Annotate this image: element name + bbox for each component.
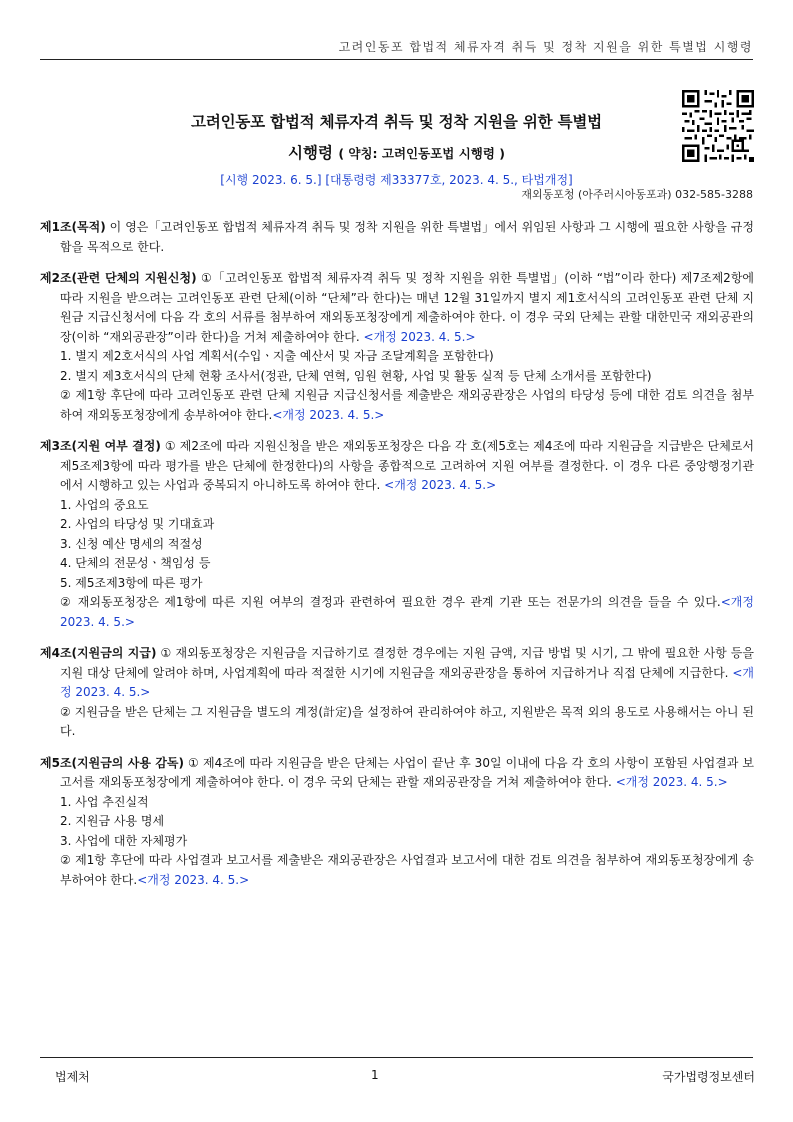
list-item: 1. 별지 제2호서식의 사업 계획서(수입ㆍ지출 예산서 및 자금 조달계획을 포함한다) <box>60 349 494 363</box>
paragraph-item: ② 제1항 후단에 따라 사업결과 보고서를 제출받은 재외공관장은 사업결과 보고서에 대한 검토 의견을 첨부하여 재외동포청장에게 송부하여야 한다.<개정 2023. 4. 5.> <box>60 853 754 887</box>
list-item: 2. 지원금 사용 명세 <box>60 814 165 828</box>
article-text: ① 재외동포청장은 지원금을 지급하기로 결정한 경우에는 지원 금액, 지급 방법 및 시기, 그 밖에 필요한 사항 등을 지원 대상 단체에 알려야 하며, 사업계획에 따라 적절한 시기에 지원금을 재외공관장을 통하여 지급하거나 직접 단체에 지급한다. <box>60 646 754 680</box>
article-3 <box>40 437 754 632</box>
article-title: 제3조(지원 여부 결정) <box>40 439 161 453</box>
page-number: 1 <box>371 1068 379 1082</box>
footer-source: 국가법령정보센터 <box>662 1070 755 1084</box>
article-5 <box>40 754 754 891</box>
law-abbreviation: ( 약칭: 고려인동포법 시행령 ) <box>338 146 505 161</box>
article-title: 제1조(목적) <box>40 220 106 234</box>
paragraph-item: ② 재외동포청장은 제1항에 따른 지원 여부의 결정과 관련하여 필요한 경우 관계 기관 또는 전문가의 의견을 들을 수 있다.<개정 2023. 4. 5.> <box>60 595 754 629</box>
article-4-head <box>40 644 754 703</box>
article-5-head <box>40 754 754 793</box>
article-text: ① 제2조에 따라 지원신청을 받은 재외동포청장은 다음 각 호(제5호는 제4조에 따라 지원금을 지급받은 단체로서 제5조제3항에 따라 평가를 받은 단체에 한정한다)의 사항을 종합적으로 고려하여 지원 여부를 결정한다. 이 경우 다른 중앙행정기관에서 시행하고 있는 사업과 중복되지 아니하도록 하여야 한다. <box>60 439 754 492</box>
amendment-note: <개정 2023. 4. 5.> <box>60 595 754 629</box>
article-1 <box>40 218 754 257</box>
header-rule <box>40 59 753 60</box>
list-item: 3. 신청 예산 명세의 적절성 <box>60 536 203 551</box>
list-item: 4. 단체의 전문성ㆍ책임성 등 <box>60 556 211 570</box>
paragraph-item: ② 지원금을 받은 단체는 그 지원금을 별도의 계정(計定)을 설정하여 관리하여야 하고, 지원받은 목적 외의 용도로 사용해서는 아니 된다. <box>60 704 754 738</box>
article-text: ① 제4조에 따라 지원금을 받은 단체는 사업이 끝난 후 30일 이내에 다음 각 호의 사항이 포함된 사업결과 보고서를 재외동포청장에게 제출하여야 한다. 이 경우 국외 단체는 관할 재외공관장을 거쳐 제출하여야 한다. <box>60 755 754 789</box>
amendment-note: <개정 2023. 4. 5.> <box>60 665 754 699</box>
article-3-head <box>40 437 754 496</box>
list-item: 2. 사업의 타당성 및 기대효과 <box>60 517 215 531</box>
law-subtitle <box>40 141 753 163</box>
amendment-note: <개정 2023. 4. 5.> <box>272 407 385 422</box>
amendment-note: <개정 2023. 4. 5.> <box>615 775 728 789</box>
list-item: 3. 사업에 대한 자체평가 <box>60 833 188 848</box>
law-subtitle-main: 시행령 <box>288 144 333 162</box>
paragraph-item: ② 제1항 후단에 따라 고려인동포 관련 단체 지원금 지급신청서를 제출받은 재외공관장은 사업의 타당성 등에 대한 검토 의견을 첨부하여 재외동포청장에게 송부하여야 한다.<개정 2023. 4. 5.> <box>60 388 754 422</box>
list-item: 2. 별지 제3호서식의 단체 현황 조사서(정관, 단체 연혁, 임원 현황, 사업 및 활동 실적 등 단체 소개서를 포함한다) <box>60 368 652 383</box>
article-title: 제2조(관련 단체의 지원신청) <box>40 271 197 285</box>
article-2-head <box>40 269 754 347</box>
article-text: ①「고려인동포 합법적 체류자격 취득 및 정착 지원을 위한 특별법」(이하 “법”이라 한다) 제7조제2항에 따라 지원을 받으려는 고려인동포 관련 단체(이하 “단체”라 한다)는 매년 12월 31일까지 별지 제1호서식의 고려인동포 관련 단체 지원금 지급신청서에 다음 각 호의 서류를 첨부하여 재외동포청장에게 제출하여야 한다. 이 경우 국외 단체는 관할 대한민국 재외공관의 장(이하 “재외공관장”이라 한다)을 거쳐 제출하여야 한다. <box>60 271 754 344</box>
document-body <box>40 218 754 902</box>
running-header: 고려인동포 합법적 체류자격 취득 및 정착 지원을 위한 특별법 시행령 <box>338 40 753 54</box>
article-4 <box>40 644 754 742</box>
list-item: 5. 제5조제3항에 따른 평가 <box>60 575 203 590</box>
article-2 <box>40 269 754 425</box>
amendment-note: <개정 2023. 4. 5.> <box>384 478 497 492</box>
list-item: 1. 사업 추진실적 <box>60 794 149 809</box>
article-title: 제4조(지원금의 지급) <box>40 646 157 660</box>
article-text: 이 영은「고려인동포 합법적 체류자격 취득 및 정착 지원을 위한 특별법」에서 위임된 사항과 그 시행에 필요한 사항을 규정함을 목적으로 한다. <box>60 220 754 254</box>
article-title: 제5조(지원금의 사용 감독) <box>40 755 185 770</box>
footer-rule <box>40 1057 753 1058</box>
article-1-head <box>40 218 754 257</box>
enforcement-info: [시행 2023. 6. 5.] [대통령령 제33377호, 2023. 4. 5., 타법개정] <box>220 173 573 187</box>
amendment-note: <개정 2023. 4. 5.> <box>137 872 250 887</box>
list-item: 1. 사업의 중요도 <box>60 497 149 512</box>
footer-publisher: 법제처 <box>55 1070 90 1084</box>
title-block <box>40 110 753 188</box>
ministry-contact: 재외동포청 (아주러시아동포과) 032-585-3288 <box>521 188 753 201</box>
amendment-note: <개정 2023. 4. 5.> <box>363 329 476 344</box>
law-title: 고려인동포 합법적 체류자격 취득 및 정착 지원을 위한 특별법 <box>191 113 602 131</box>
